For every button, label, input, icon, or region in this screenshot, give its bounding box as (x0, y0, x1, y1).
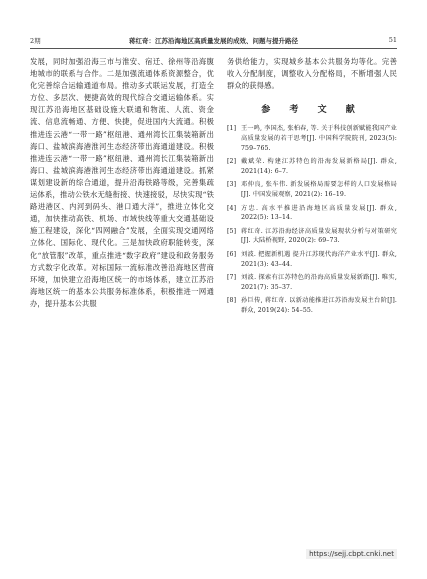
reference-item (227, 157, 397, 176)
reference-text: 戴斌荣. 构建江苏特色的沿海发展新格局[J]. 群众, 2021(14): 6–7. (241, 158, 397, 175)
reference-text: 王一鸣, 李国杰, 张柏春, 等. 关于科技创新赋能我国产业高质量发展的若干思考[J]. 中国科学院院刊, 2023(5): 759–765. (241, 125, 397, 152)
reference-item (227, 124, 397, 153)
reference-number: [8] (227, 297, 237, 305)
left-column (30, 56, 214, 310)
references-list (227, 124, 397, 315)
reference-text: 蒋红奇. 江苏沿海经济高质量发展现状分析与对策研究[J]. 大陆桥视野, 2020(2): 69–73. (241, 227, 397, 245)
body-paragraph-left: 发展，同时加强沿海三市与淮安、宿迁、徐州等沿海腹地城市的联系与合作。二是加强流通体系资源整合，优化完善综合运输通道布局。推动多式联运发展，打造全方位、多层次、便捷高效的现代综合交通运输体系。实现江苏沿海地区基础设施大联通和物流、人流、资金流、信息流畅通、方便、快捷，促进国内大流通。积极推进连云港“一带一路”枢纽港、通州湾长江集装箱新出海口、盐城滨海港淮河生态经济带出海通道建设。积极推进连云港“一带一路”枢纽港、通州湾长江集装箱新出海口、盐城滨海港淮河生态经济带出海通道建设。抓紧谋划建设新的综合通道，提升沿海铁路等级，完善集疏运体系，推动公铁水无缝衔接、快速接驳，尽快实现“铁路进港区、内河到码头、港口通大洋”，推进立体化交通，加快推动高铁、机场、市域快线等重大交通基础设施工程建设，深化“四网融合”发展，全面实现交通网络立体化、国际化、现代化。三是加快政府职能转变，深化“放管服”改革，重点推进“数字政府”建设和政务服务方式数字化改革。对标国际一流标准改善沿海地区营商环境，加快建立沿海地区统一的市场体系，建立江苏沿海地区统一的基本公共服务标准体系，积极推进一网通办，提升基本公共服 (30, 57, 214, 308)
body-paragraph-right: 务供给能力，实现城乡基本公共服务均等化。完善收入分配制度，调整收入分配格局，不断增强人民群众的获得感。 (227, 57, 397, 91)
reference-item (227, 273, 397, 292)
reference-number: [6] (227, 250, 237, 258)
reference-item (227, 250, 397, 269)
issue-label: 2期 (30, 37, 41, 45)
reference-item (227, 204, 397, 223)
reference-number: [1] (227, 125, 237, 133)
running-title: 蒋红奇：江苏沿海地区高质量发展的成效、问题与提升路径 (129, 37, 298, 45)
header-rule (30, 48, 397, 49)
page-number: 51 (388, 36, 397, 44)
reference-number: [2] (227, 158, 237, 166)
reference-text: 方忠. 高水平推进沿海地区高质量发展[J]. 群众, 2022(5): 13–14. (241, 204, 397, 222)
reference-text: 邓仲良, 张车伟. 新发展格局需要怎样的人口发展格局[J]. 中国发展观察, 2021(2): 16–19. (241, 181, 397, 198)
reference-text: 刘波. 把握新机遇 提升江苏现代海洋产业水平[J]. 群众, 2021(3): 43–44. (241, 250, 397, 268)
reference-item (227, 296, 397, 315)
reference-item (227, 227, 397, 246)
reference-text: 孙巨传, 蒋红奇. 以新动能推进江苏沿海发展主台阶[J]. 群众, 2019(24): 54–55. (241, 297, 397, 314)
reference-number: [3] (227, 181, 237, 189)
reference-item (227, 180, 397, 199)
source-url-watermark[interactable]: https://sejj.cbpt.cnki.net (306, 549, 397, 559)
reference-number: [7] (227, 274, 237, 282)
reference-text: 刘波. 探索有江苏特色的沿海高质量发展新路[J]. 唯实, 2021(7): 35–37. (241, 274, 397, 291)
reference-number: [5] (227, 227, 237, 235)
references-heading: 参 考 文 献 (261, 105, 363, 116)
running-header (30, 36, 397, 48)
reference-number: [4] (227, 204, 237, 212)
right-column (227, 56, 397, 319)
